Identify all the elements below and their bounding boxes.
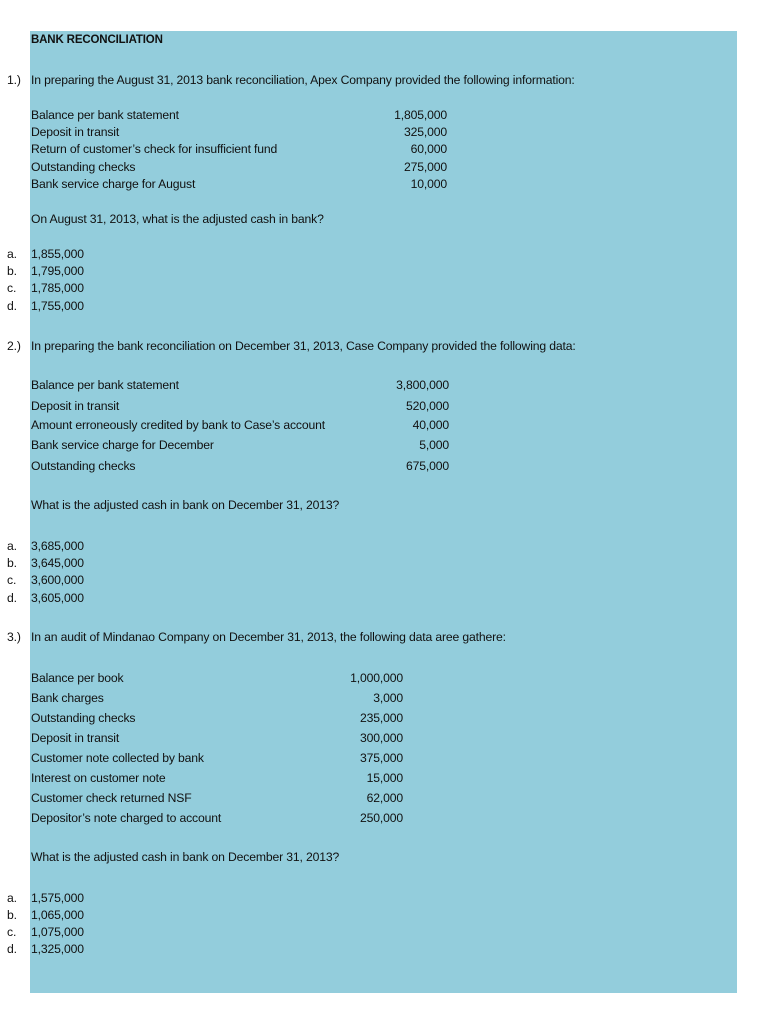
q2-item-value: 675,000 [405, 459, 449, 473]
q3-item-value: 300,000 [359, 731, 403, 745]
q1-item-label: Return of customer’s check for insufficient fund [31, 142, 278, 156]
q3-choice-text: 1,325,000 [31, 942, 84, 956]
q2-choice-text: 3,600,000 [31, 573, 84, 587]
question-2-number: 2.) [7, 339, 21, 353]
q1-item-value: 325,000 [403, 125, 447, 139]
question-2-prompt: In preparing the bank reconciliation on December 31, 2013, Case Company provided the following data: [31, 339, 576, 353]
q3-item-label: Balance per book [31, 671, 124, 685]
q2-choice-letter: c. [7, 573, 17, 587]
q3-item-label: Customer note collected by bank [31, 751, 204, 765]
q2-choice-text: 3,685,000 [31, 539, 84, 553]
q3-item-value: 3,000 [373, 691, 403, 705]
q1-choice-letter: b. [7, 264, 17, 278]
q3-choice-letter: d. [7, 942, 17, 956]
question-1-prompt: In preparing the August 31, 2013 bank reconciliation, Apex Company provided the following information: [31, 73, 575, 87]
question-3-text: What is the adjusted cash in bank on December 31, 2013? [31, 850, 340, 864]
q2-choice-text: 3,645,000 [31, 556, 84, 570]
q3-item-value: 235,000 [359, 711, 403, 725]
q2-item-label: Bank service charge for December [31, 438, 214, 452]
q3-choice-text: 1,075,000 [31, 925, 84, 939]
q1-item-value: 10,000 [410, 177, 447, 191]
q3-item-label: Depositor’s note charged to account [31, 811, 222, 825]
q1-choice-text: 1,755,000 [31, 299, 84, 313]
q1-item-label: Deposit in transit [31, 125, 120, 139]
q1-choice-letter: a. [7, 247, 17, 261]
q3-choice-text: 1,065,000 [31, 908, 84, 922]
q2-choice-letter: b. [7, 556, 17, 570]
q3-item-value: 375,000 [359, 751, 403, 765]
q2-item-label: Balance per bank statement [31, 378, 179, 392]
q2-choice-text: 3,605,000 [31, 591, 84, 605]
q1-choice-letter: c. [7, 281, 17, 295]
question-3-prompt: In an audit of Mindanao Company on December 31, 2013, the following data aree gathere: [31, 630, 506, 644]
q1-item-value: 60,000 [410, 142, 447, 156]
q1-item-value: 275,000 [403, 160, 447, 174]
q3-item-label: Outstanding checks [31, 711, 136, 725]
q2-item-label: Amount erroneously credited by bank to Case’s account [31, 418, 325, 432]
q3-item-label: Interest on customer note [31, 771, 166, 785]
q3-item-label: Deposit in transit [31, 731, 120, 745]
q2-choice-letter: d. [7, 591, 17, 605]
q3-item-value: 15,000 [366, 771, 403, 785]
q3-item-label: Customer check returned NSF [31, 791, 192, 805]
q1-item-value: 1,805,000 [394, 108, 447, 122]
q1-item-label: Bank service charge for August [31, 177, 196, 191]
q3-item-label: Bank charges [31, 691, 104, 705]
q1-choice-letter: d. [7, 299, 17, 313]
q1-choice-text: 1,785,000 [31, 281, 84, 295]
q2-item-value: 40,000 [412, 418, 449, 432]
question-3-number: 3.) [7, 630, 21, 644]
page-title: BANK RECONCILIATION [31, 34, 163, 46]
q3-choice-letter: a. [7, 891, 17, 905]
q3-choice-letter: c. [7, 925, 17, 939]
q1-item-label: Outstanding checks [31, 160, 136, 174]
q1-choice-text: 1,855,000 [31, 247, 84, 261]
q3-choice-letter: b. [7, 908, 17, 922]
q2-choice-letter: a. [7, 539, 17, 553]
question-1-text: On August 31, 2013, what is the adjusted cash in bank? [31, 212, 324, 226]
q2-item-value: 5,000 [419, 438, 449, 452]
q3-choice-text: 1,575,000 [31, 891, 84, 905]
q3-item-value: 250,000 [359, 811, 403, 825]
q2-item-label: Deposit in transit [31, 399, 120, 413]
q2-item-value: 3,800,000 [396, 378, 449, 392]
question-1-number: 1.) [7, 73, 21, 87]
q2-item-label: Outstanding checks [31, 459, 136, 473]
q3-item-value: 62,000 [366, 791, 403, 805]
question-2-text: What is the adjusted cash in bank on December 31, 2013? [31, 498, 340, 512]
q2-item-value: 520,000 [405, 399, 449, 413]
q3-item-value: 1,000,000 [350, 671, 403, 685]
q1-item-label: Balance per bank statement [31, 108, 179, 122]
q1-choice-text: 1,795,000 [31, 264, 84, 278]
